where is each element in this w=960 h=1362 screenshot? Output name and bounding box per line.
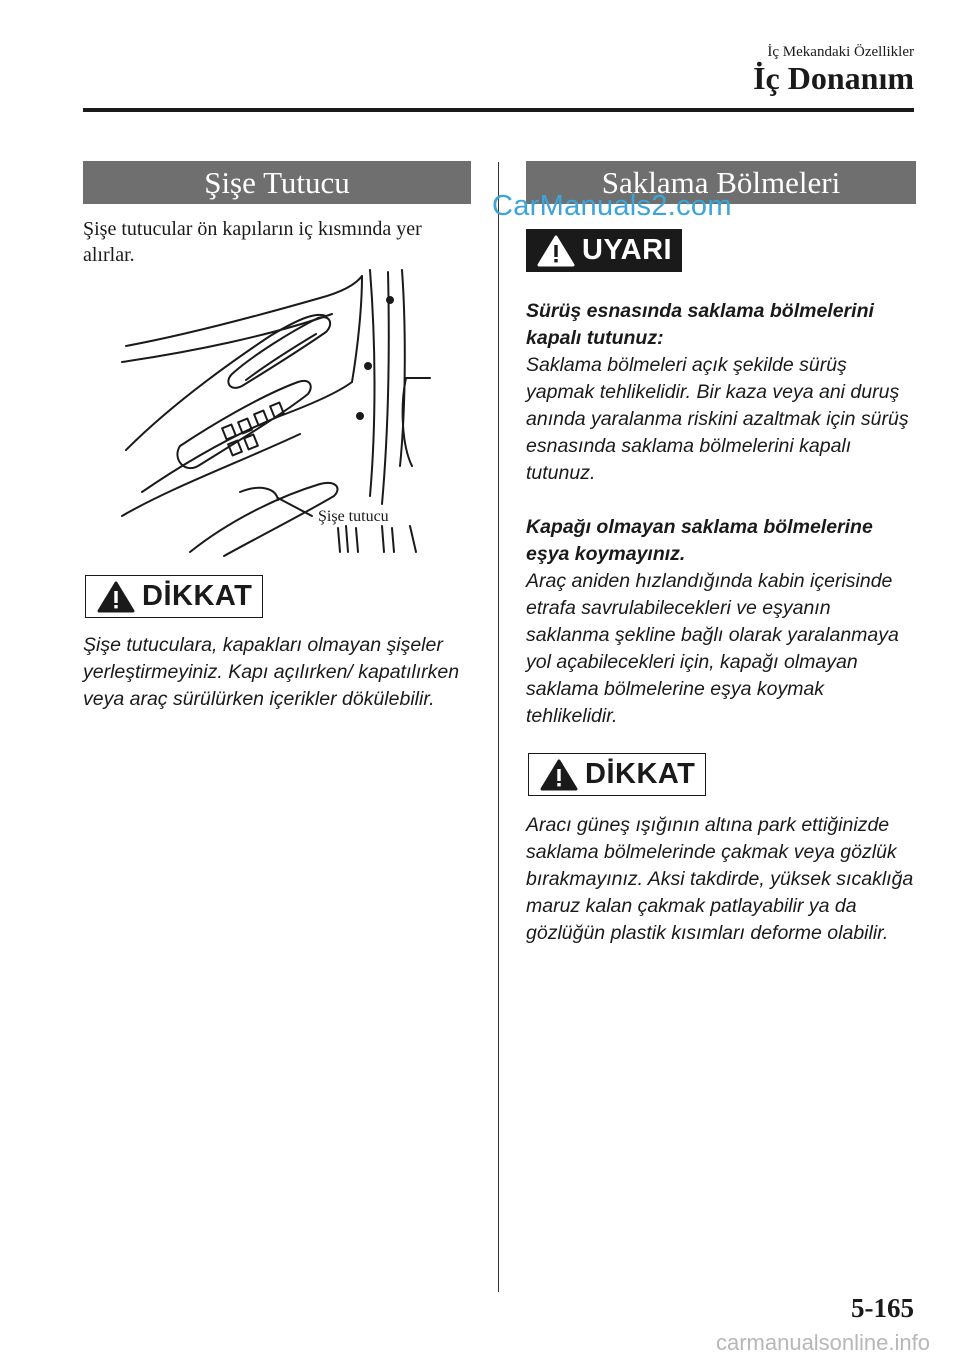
watermark-top: CarManuals2.com [492,190,732,222]
caution-text-right: Aracı güneş ışığının altına park ettiğinizde saklama bölmelerinde çakmak veya gözlük bırakmayınız. Aksi takdirde, yüksek sıcaklığa maruz kalan çakmak patlayabilir ya da gözlüğün plastik kısımları deforme olabilir. [526,814,914,944]
chapter-title: İç Donanım [753,60,914,96]
warning-triangle-icon [539,758,579,792]
warning-2-heading: Kapağı olmayan saklama bölmelerine eşya koymayınız. [526,516,873,565]
warning-block [526,298,918,730]
warning-1-text: Saklama bölmeleri açık şekilde sürüş yapmak tehlikelidir. Bir kaza veya ani duruş anında yaralanma riskini azaltmak için sürüş esnasında saklama bölmelerini kapalı tutunuz. [526,354,909,484]
chapter-subtitle: İç Mekandaki Özellikler [767,44,914,60]
warning-triangle-icon [536,234,576,268]
bottle-holder-callout: Şişe tutucu [318,508,389,525]
header-rule [83,108,914,112]
warning-triangle-icon [96,580,136,614]
warning-label-text: UYARI [582,234,673,266]
caution-label-left [85,575,263,618]
bottle-holder-intro: Şişe tutucular ön kapıların iç kısmında yer alırlar. [83,218,422,266]
watermark-bottom: carmanualsonline.info [715,1330,930,1355]
caution-label-right [528,753,706,796]
page-number: 5-165 [851,1293,914,1323]
column-divider [498,162,499,1292]
section-title-bottle-holder: Şişe Tutucu [83,161,471,204]
section-title-storage: Saklama Bölmeleri [526,161,916,204]
warning-2-text: Araç aniden hızlandığında kabin içerisinde etrafa savrulabilecekleri ve eşyanın saklanma şekline bağlı olarak yaralanmaya yol açabilecekleri için, kapağı olmayan saklama bölmelerine eşya koymak tehlikelidir. [526,570,899,727]
caution-label-text: DİKKAT [585,758,696,790]
caution-text-left: Şişe tutuculara, kapakları olmayan şişeler yerleştirmeyiniz. Kapı açılırken/ kapatılırken veya araç sürülürken içerikler dökülebilir. [83,634,460,710]
warning-1-heading: Sürüş esnasında saklama bölmelerini kapalı tutunuz: [526,300,874,349]
warning-label [526,229,682,272]
door-illustration [120,266,440,558]
caution-label-text: DİKKAT [142,580,253,612]
